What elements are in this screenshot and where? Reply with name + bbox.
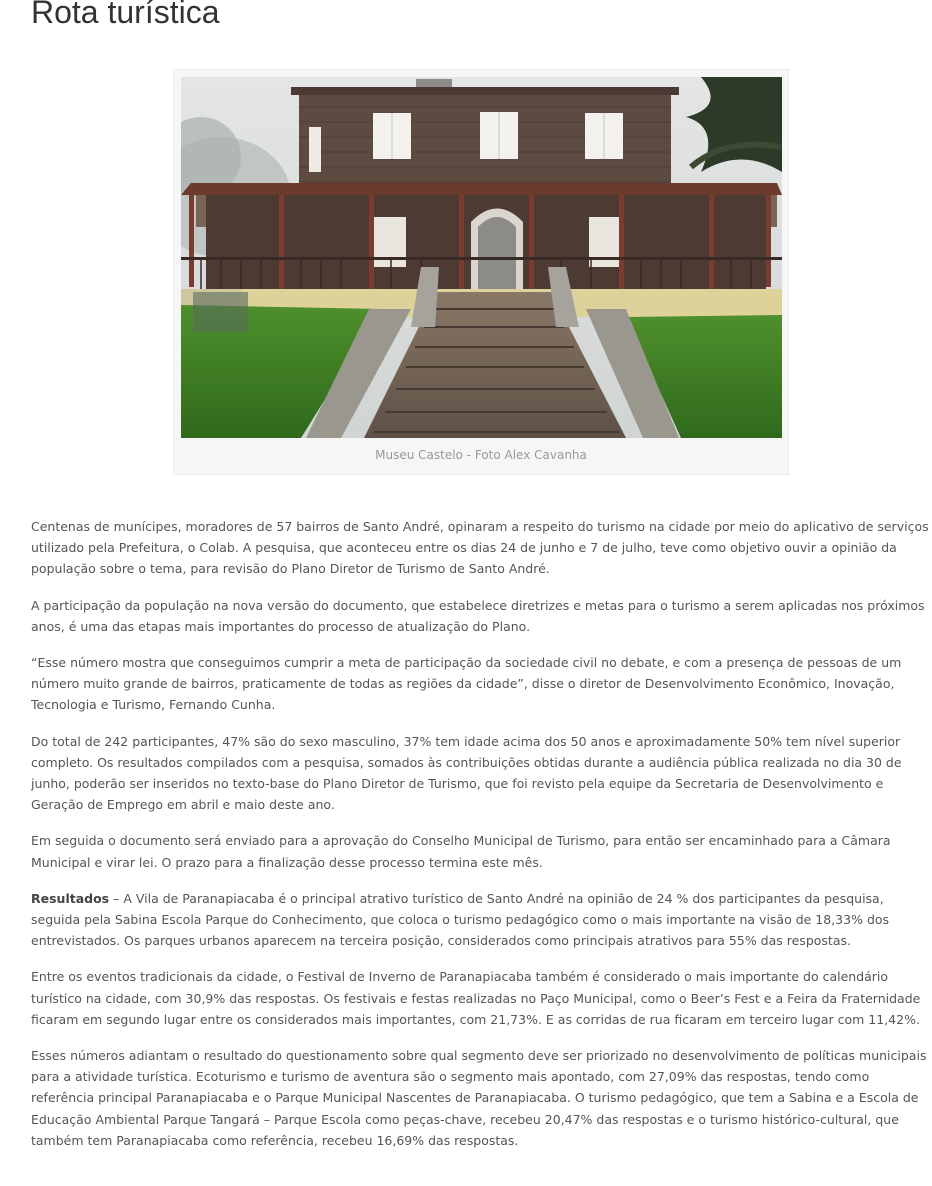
results-label: Resultados xyxy=(31,890,110,906)
photo-caption: Museu Castelo - Foto Alex Cavanha xyxy=(375,448,587,462)
article-paragraph-4: Do total de 242 participantes, 47% são do sexo masculino, 37% tem idade acima dos 50 anos e aproximadamente 50% tem nível superior completo. Os resultados compilados com a pesquisa, somados às contribuições obtidas durante a audiência pública realizada no dia 30 de junho, poderão ser inseridos no texto-base do Plano Diretor de Turismo, que foi revisto pela equipe da Secretaria de Desenvolvimento e Geração de Emprego em abril e maio deste ano. xyxy=(31,733,902,813)
page-title: Rota turística xyxy=(31,0,220,30)
photo-figure xyxy=(173,69,789,475)
article-paragraph-8: Esses números adiantam o resultado do questionamento sobre qual segmento deve ser priorizado no desenvolvimento de políticas municipais para a atividade turística. Ecoturismo e turismo de aventura são o segmento mais apontado, com 27,09% das respostas, tendo como referência principal Paranapiacaba e o Parque Municipal Nascentes de Paranapiacaba. O turismo pedagógico, que tem a Sabina e a Escola de Educação Ambiental Parque Tangará – Parque Escola como peças-chave, recebeu 20,47% das respostas e o turismo histórico-cultural, que também tem Paranapiacaba como referência, recebeu 16,69% das respostas. xyxy=(31,1048,927,1148)
article-body xyxy=(31,516,932,1166)
article-paragraph-1: Centenas de munícipes, moradores de 57 bairros de Santo André, opinaram a respeito do turismo na cidade por meio do aplicativo de serviços utilizado pela Prefeitura, o Colab. A pesquisa, que aconteceu entre os dias 24 de junho e 7 de julho, teve como objetivo ouvir a opinião da população sobre o tema, para revisão do Plano Diretor de Turismo de Santo André. xyxy=(31,519,929,577)
article-paragraph-3: “Esse número mostra que conseguimos cumprir a meta de participação da sociedade civil no debate, e com a presença de pessoas de um número muito grande de bairros, praticamente de todas as regiões da cidade”, disse o diretor de Desenvolvimento Econômico, Inovação, Tecnologia e Turismo, Fernando Cunha. xyxy=(31,655,902,713)
article-paragraph-6 xyxy=(31,888,932,952)
article-paragraph-2: A participação da população na nova versão do documento, que estabelece diretrizes e metas para o turismo a serem aplicadas nos próximos anos, é uma das etapas mais importantes do processo de atualização do Plano. xyxy=(31,597,925,634)
article-paragraph-5: Em seguida o documento será enviado para a aprovação do Conselho Municipal de Turismo, para então ser encaminhado para a Câmara Municipal e virar lei. O prazo para a finalização desse processo termina este mês. xyxy=(31,833,891,870)
results-text: – A Vila de Paranapiacaba é o principal atrativo turístico de Santo André na opinião de 24 % dos participantes da pesquisa, seguida pela Sabina Escola Parque do Conhecimento, que coloca o turismo pedagógico como o mais importante na visão de 18,33% dos entrevistados. Os parques urbanos aparecem na terceira posição, considerados como principais atrativos para 55% das respostas. xyxy=(31,890,890,949)
museum-photo xyxy=(181,77,782,438)
article-paragraph-7: Entre os eventos tradicionais da cidade, o Festival de Inverno de Paranapiacaba também é considerado o mais importante do calendário turístico na cidade, com 30,9% das respostas. Os festivais e festas realizadas no Paço Municipal, como o Beer’s Fest e a Feira da Fraternidade ficaram em segundo lugar entre os considerados mais importantes, com 21,73%. E as corridas de rua ficaram em terceiro lugar com 11,42%. xyxy=(31,969,921,1027)
